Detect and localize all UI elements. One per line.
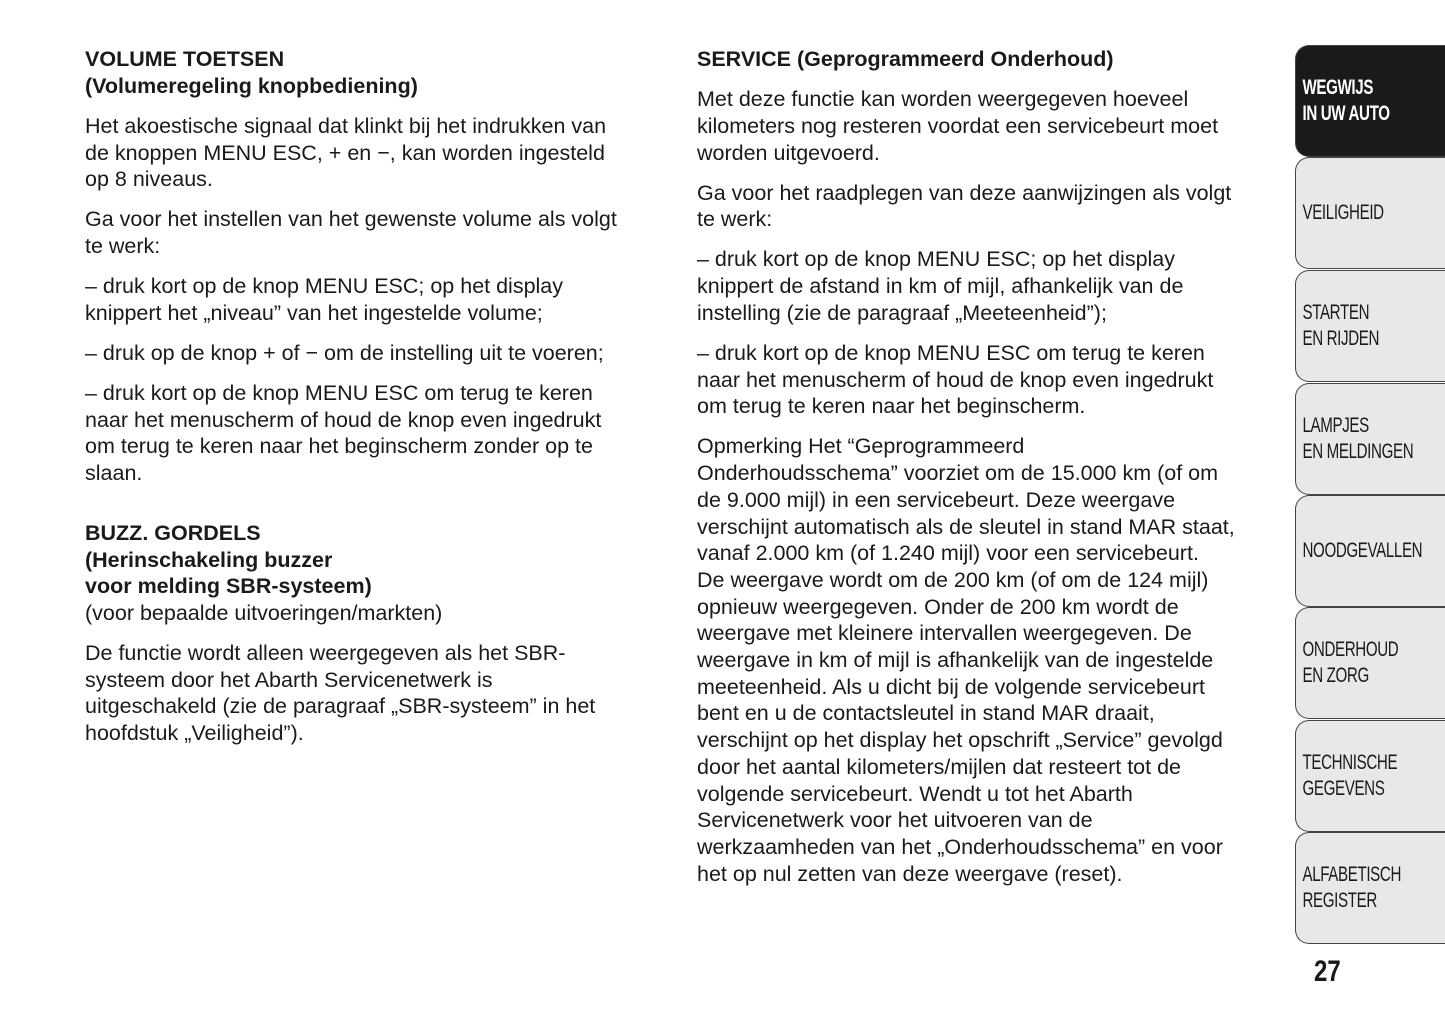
text-line: weergave met kleinere intervallen weergegeven. De xyxy=(697,621,1192,646)
paragraph xyxy=(697,86,1277,166)
text-line: Opmerking Het “Geprogrammeerd xyxy=(697,434,1025,459)
chapter-tab[interactable] xyxy=(1295,270,1445,382)
text-line: om terug te keren naar het beginscherm. xyxy=(697,394,1086,419)
paragraph xyxy=(85,273,675,326)
tab-label-line: IN UW AUTO xyxy=(1302,102,1390,125)
text-line: slaan. xyxy=(85,461,143,486)
section-heading xyxy=(697,46,1277,73)
text-line: te werk: xyxy=(697,207,773,232)
text-line: weergave in km of mijl is afhankelijk van de ingestelde xyxy=(697,648,1214,673)
chapter-tab[interactable] xyxy=(1295,157,1445,269)
paragraph xyxy=(697,433,1277,887)
paragraph xyxy=(85,113,675,193)
text-line: opnieuw weergegeven. Onder de 200 km wordt de xyxy=(697,594,1179,619)
paragraph xyxy=(85,380,675,487)
text-line: – druk kort op de knop MENU ESC; op het display xyxy=(85,274,564,299)
chapter-tab-label xyxy=(1296,75,1390,127)
chapter-tab[interactable] xyxy=(1295,495,1445,607)
tab-label-line: GEGEVENS xyxy=(1302,777,1385,800)
tab-label-line: WEGWIJS xyxy=(1302,76,1374,99)
text-line: voor melding SBR-systeem) xyxy=(85,574,372,599)
tab-label-line: ONDERHOUD xyxy=(1302,638,1399,661)
text-line: Het akoestische signaal dat klinkt bij het indrukken van xyxy=(85,113,607,138)
text-line: De weergave wordt om de 200 km (of om de 124 mijl) xyxy=(697,567,1209,592)
chapter-tab[interactable] xyxy=(1295,720,1445,832)
chapter-tab[interactable] xyxy=(1295,383,1445,495)
chapter-tab[interactable] xyxy=(1295,45,1445,157)
text-line: om terug te keren naar het beginscherm zonder op te xyxy=(85,434,593,459)
text-line: kilometers nog resteren voordat een servicebeurt moet xyxy=(697,113,1219,138)
text-line: werkzaamheden van het „Onderhoudsschema” en voor xyxy=(697,834,1223,859)
chapter-tab-label xyxy=(1296,413,1413,465)
tab-label-line: STARTEN xyxy=(1302,301,1370,324)
tab-label-line: TECHNISCHE xyxy=(1302,751,1398,774)
text-line: Met deze functie kan worden weergegeven hoeveel xyxy=(697,87,1189,112)
text-line: Ga voor het instellen van het gewenste volume als volgt xyxy=(85,207,617,232)
chapter-tab[interactable] xyxy=(1295,607,1445,719)
section-note: (voor bepaalde uitvoeringen/markten) xyxy=(85,600,443,625)
text-line: naar het menuscherm of houd de knop even ingedrukt xyxy=(697,367,1214,392)
text-line: verschijnt op het display het opschrift „Service” gevolgd xyxy=(697,728,1223,753)
text-line: naar het menuscherm of houd de knop even ingedrukt xyxy=(85,407,602,432)
paragraph xyxy=(85,206,675,259)
text-line: hoofdstuk „Veiligheid”). xyxy=(85,721,304,746)
text-line: – druk kort op de knop MENU ESC; op het display xyxy=(697,247,1176,272)
text-line: – druk op de knop + of − om de instelling uit te voeren; xyxy=(85,340,604,365)
text-line: – druk kort op de knop MENU ESC om terug te keren xyxy=(85,380,593,405)
tab-label-line: VEILIGHEID xyxy=(1302,201,1384,224)
paragraph xyxy=(697,180,1277,233)
text-line: Ga voor het raadplegen van deze aanwijzingen als volgt xyxy=(697,180,1232,205)
tab-label-line: NOODGEVALLEN xyxy=(1302,539,1423,562)
text-line: – druk kort op de knop MENU ESC om terug te keren xyxy=(697,340,1205,365)
tab-label-line: EN ZORG xyxy=(1302,664,1369,687)
text-line: te werk: xyxy=(85,234,161,258)
paragraph xyxy=(85,640,675,747)
text-line: op 8 niveaus. xyxy=(85,167,213,192)
section-heading xyxy=(85,46,675,99)
text-line: uitgeschakeld (zie de paragraaf „SBR-systeem” in het xyxy=(85,694,596,719)
text-line: knippert het „niveau” van het ingestelde volume; xyxy=(85,300,543,325)
chapter-tab-label xyxy=(1296,750,1397,802)
section-heading xyxy=(85,520,675,627)
text-line: systeem door het Abarth Servicenetwerk is xyxy=(85,667,493,692)
tab-label-line: REGISTER xyxy=(1302,889,1377,912)
tab-label-line: EN MELDINGEN xyxy=(1302,440,1414,463)
chapter-tab[interactable] xyxy=(1295,832,1445,944)
left-column xyxy=(85,46,675,760)
chapter-tab-label xyxy=(1296,300,1379,352)
text-line: knippert de afstand in km of mijl, afhankelijk van de xyxy=(697,274,1184,299)
chapter-tab-label xyxy=(1296,538,1422,564)
paragraph xyxy=(697,246,1277,326)
tab-label-line: EN RIJDEN xyxy=(1302,327,1380,350)
text-line: door het aantal kilometers/mijlen dat resteert tot de xyxy=(697,754,1182,779)
right-column xyxy=(697,46,1277,901)
text-line: Servicenetwerk voor het uitvoeren van de xyxy=(697,808,1093,833)
text-line: Onderhoudsschema” voorziet om de 15.000 km (of om xyxy=(697,461,1219,486)
text-line: het op nul zetten van deze weergave (reset). xyxy=(697,861,1123,886)
text-line: BUZZ. GORDELS xyxy=(85,520,261,545)
paragraph xyxy=(85,340,675,367)
tab-label-line: ALFABETISCH xyxy=(1302,863,1402,886)
text-line: De functie wordt alleen weergegeven als het SBR- xyxy=(85,641,566,665)
text-line: vanaf 2.000 km (of 1.240 mijl) voor een servicebeurt. xyxy=(697,541,1199,566)
text-line: meeteenheid. Als u dicht bij de volgende servicebeurt xyxy=(697,674,1205,699)
text-line: instelling (zie de paragraaf „Meeteenheid”); xyxy=(697,300,1107,325)
text-line: de 9.000 mijl) in een servicebeurt. Deze weergave xyxy=(697,487,1176,512)
text-line: verschijnt automatisch als de sleutel in stand MAR staat, xyxy=(697,514,1235,539)
chapter-tab-label xyxy=(1296,637,1398,689)
page-number: 27 xyxy=(1314,955,1341,988)
text-line: de knoppen MENU ESC, + en −, kan worden ingesteld xyxy=(85,140,605,165)
chapter-tab-label xyxy=(1296,200,1384,226)
text-line: bent en u de contactsleutel in stand MAR draait, xyxy=(697,701,1155,726)
text-line: volgende servicebeurt. Wendt u tot het Abarth xyxy=(697,781,1133,806)
text-line: worden uitgevoerd. xyxy=(697,140,880,165)
text-line: SERVICE (Geprogrammeerd Onderhoud) xyxy=(697,47,1114,71)
text-line: VOLUME TOETSEN xyxy=(85,47,285,71)
chapter-tab-label xyxy=(1296,862,1401,914)
tab-label-line: LAMPJES xyxy=(1302,414,1369,437)
paragraph xyxy=(697,340,1277,420)
text-line: (Volumeregeling knopbediening) xyxy=(85,73,418,98)
text-line: (Herinschakeling buzzer xyxy=(85,547,333,572)
